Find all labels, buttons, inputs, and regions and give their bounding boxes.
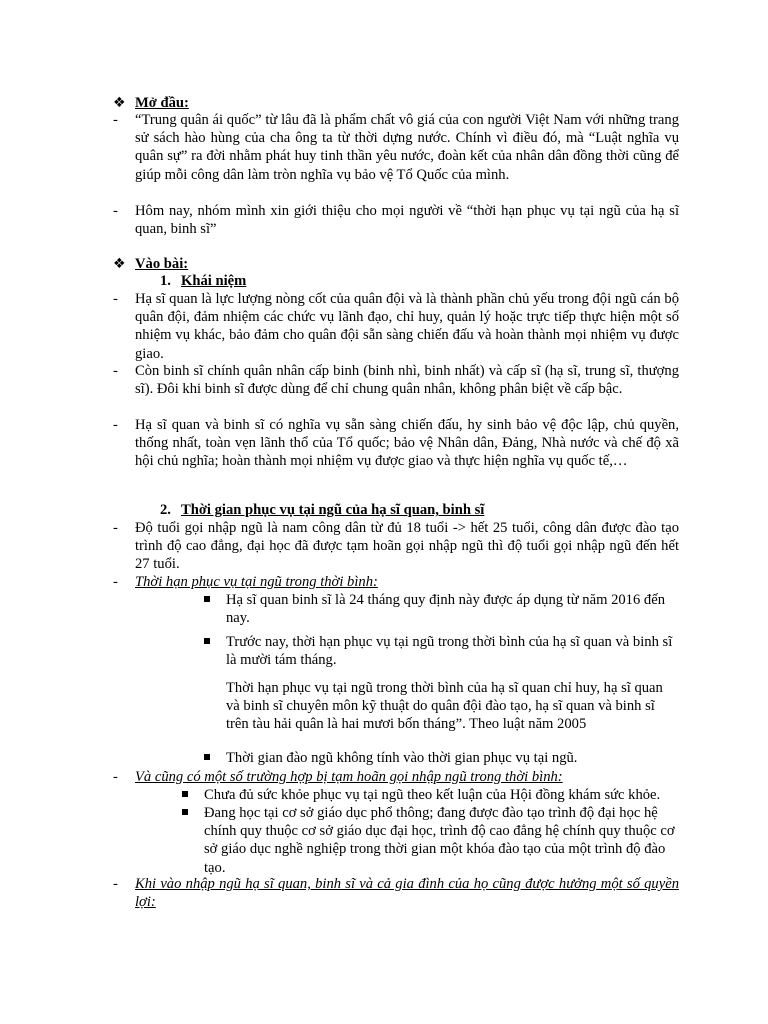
square-bullet-icon <box>182 809 188 815</box>
diamond-bullet-icon: ❖ <box>113 95 126 111</box>
list-item: - Và cũng có một số trường hợp bị tạm hoãn gọi nhập ngũ trong thời bình: <box>113 769 563 785</box>
square-bullet-icon <box>182 791 188 797</box>
bullet-item: Hạ sĩ quan binh sĩ là 24 tháng quy định này được áp dụng từ năm 2016 đến nay. <box>226 591 678 627</box>
list-item: - Thời hạn phục vụ tại ngũ trong thời bình: <box>113 574 378 590</box>
bullet-item: Trước nay, thời hạn phục vụ tại ngũ trong thời bình của hạ sĩ quan và binh sĩ là mười tám tháng. <box>226 633 678 669</box>
square-bullet-icon <box>204 638 210 644</box>
heading-section-2: 2. Thời gian phục vụ tại ngũ của hạ sĩ quan, binh sĩ <box>160 502 485 518</box>
list-item: - Hôm nay, nhóm mình xin giới thiệu cho mọi người về “thời hạn phục vụ tại ngũ của hạ sĩ quan, binh sĩ” <box>113 203 679 238</box>
heading-body: Vào bài: <box>135 256 189 272</box>
subheading-rights: Khi vào nhập ngũ hạ sĩ quan, binh sĩ và cả gia đình của họ cũng được hưởng một số quyền lợi: <box>135 876 679 911</box>
list-item: - Hạ sĩ quan và binh sĩ có nghĩa vụ sẵn sàng chiến đấu, hy sinh bảo vệ độc lập, chủ quyền, thống nhất, toàn vẹn lãnh thổ của Tổ quốc; bảo vệ Nhân dân, Đảng, Nhà nước và chế độ xã hội chủ nghĩa; hoàn thành mọi nhiệm vụ được giao và thực hiện nghĩa vụ quốc tế,… <box>113 417 679 470</box>
list-item: - “Trung quân ái quốc” từ lâu đã là phẩm chất vô giá của con người Việt Nam với những trang sử sách hào hùng của cha ông ta từ thời dựng nước. Chính vì điều đó, mà “Luật nghĩa vụ quân sự” ra đời nhằm phát huy tinh thần yêu nước, đoàn kết của nhân dân đồng thời cũng để giúp mỗi công dân làm tròn nghĩa vụ bảo vệ Tổ Quốc của mình. <box>113 112 679 183</box>
square-bullet-icon <box>204 596 210 602</box>
paragraph-note: Thời hạn phục vụ tại ngũ trong thời bình của hạ sĩ quan chỉ huy, hạ sĩ quan và binh sĩ chuyên môn kỹ thuật do quân đội đào tạo, hạ sĩ quan và binh sĩ trên tàu hải quân là hai mươi bốn tháng”. Theo luật năm 2005 <box>226 680 663 733</box>
list-item: - Độ tuổi gọi nhập ngũ là nam công dân từ đủ 18 tuổi -> hết 25 tuổi, công dân được đào tạo trình độ cao đẳng, đại học đã được tạm hoãn gọi nhập ngũ thì độ tuổi gọi nhập ngũ đến hết 27 tuổi. <box>113 520 679 573</box>
list-item: - Khi vào nhập ngũ hạ sĩ quan, binh sĩ và cả gia đình của họ cũng được hưởng một số quyền lợi: <box>113 876 679 911</box>
list-item: - Còn binh sĩ chính quân nhân cấp binh (binh nhì, binh nhất) và cấp sĩ (hạ sĩ, trung sĩ, thượng sĩ). Đôi khi binh sĩ được dùng để chỉ chung quân nhân, không phân biệt về cấp bậc. <box>113 363 679 398</box>
bullet-item: Chưa đủ sức khỏe phục vụ tại ngũ theo kết luận của Hội đồng khám sức khỏe. <box>204 786 678 804</box>
bullet-item: Đang học tại cơ sở giáo dục phổ thông; đang được đào tạo trình độ đại học hệ chính quy thuộc cơ sở giáo dục đại học, trình độ cao đẳng hệ chính quy thuộc cơ sở giáo dục nghề nghiệp trong thời gian một khóa đào tạo của một trình độ đào tạo. <box>204 804 678 877</box>
subheading-peacetime: Thời hạn phục vụ tại ngũ trong thời bình: <box>135 574 378 590</box>
heading-intro: Mở đầu: <box>135 95 189 111</box>
heading-section-1: 1. Khái niệm <box>160 273 247 289</box>
subheading-deferment: Và cũng có một số trường hợp bị tạm hoãn gọi nhập ngũ trong thời bình: <box>135 769 563 785</box>
bullet-item: Thời gian đào ngũ không tính vào thời gian phục vụ tại ngũ. <box>226 749 678 767</box>
list-item: - Hạ sĩ quan là lực lượng nòng cốt của quân đội và là thành phần chủ yếu trong đội ngũ cán bộ quân đội, đảm nhiệm các chức vụ lãnh đạo, chỉ huy, quản lý hoặc trực tiếp thực hiện một số nhiệm vụ khác, bảo đảm cho quân đội sẵn sàng chiến đấu và hoàn thành mọi nhiệm vụ được giao. <box>113 291 679 362</box>
square-bullet-icon <box>204 754 210 760</box>
diamond-bullet-icon: ❖ <box>113 256 126 272</box>
